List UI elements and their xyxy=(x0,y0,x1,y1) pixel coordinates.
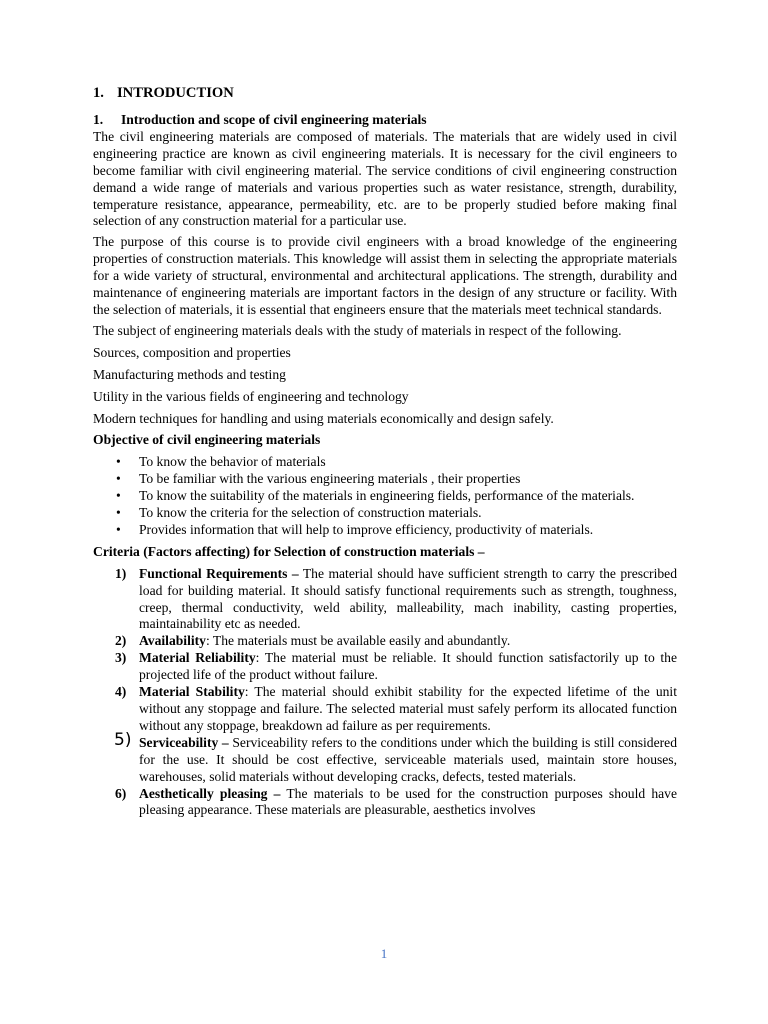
item-term: Aesthetically pleasing – xyxy=(139,785,281,801)
list-item-text: To be familiar with the various engineering materials , their properties xyxy=(139,471,521,487)
criteria-item xyxy=(93,566,677,634)
list-item xyxy=(93,488,677,505)
paragraph-purpose: The purpose of this course is to provide civil engineers with a broad knowledge of the engineering properties of construction materials. This knowledge will assist them in selecting the appropriate materials for a wide variety of structural, environmental and architectural applications. The strength, durability and maintenance of engineering materials are important factors in the design of any structure or facility. With the selection of materials, it is essential that engineers ensure that the materials meet technical standards. xyxy=(93,234,677,317)
objective-heading: Objective of civil engineering materials xyxy=(93,432,321,448)
list-item-text: To know the behavior of materials xyxy=(139,454,326,470)
item-number: 2) xyxy=(115,633,127,649)
criteria-item xyxy=(93,729,677,786)
section-title: INTRODUCTION xyxy=(117,85,234,101)
item-term: Serviceability – xyxy=(139,734,229,750)
item-term: Material Stability xyxy=(139,684,245,700)
item-text: The materials to be used for the construction purposes should have pleasing appearance. These materials are pleasurable, aesthetics involves xyxy=(139,785,677,818)
subject-line: Sources, composition and properties xyxy=(93,344,291,360)
list-item-text: Provides information that will help to improve efficiency, productivity of materials. xyxy=(139,521,594,537)
subsection-title: Introduction and scope of civil engineering materials xyxy=(121,112,427,127)
criteria-heading: Criteria (Factors affecting) for Selection of construction materials – xyxy=(93,543,485,559)
subject-line: Utility in the various fields of engineering and technology xyxy=(93,388,409,404)
bullet-icon: • xyxy=(116,471,121,487)
item-text: : The material should exhibit stability for the expected lifetime of the unit without any stoppage and failure. The selected material must safely perform its allocated function without any stoppage, breakdown ad failure as per requirements. xyxy=(139,684,677,733)
list-item xyxy=(93,505,677,522)
bullet-icon: • xyxy=(116,521,121,537)
bullet-icon: • xyxy=(116,454,121,470)
list-item xyxy=(93,454,677,471)
item-text: : The materials must be available easily and abundantly. xyxy=(205,633,511,649)
document-page xyxy=(93,84,677,819)
criteria-item xyxy=(93,650,677,684)
page-number: 1 xyxy=(380,946,388,961)
bullet-icon: • xyxy=(116,488,121,504)
criteria-item xyxy=(93,684,677,735)
paragraph-intro: The civil engineering materials are composed of materials. The materials that are widely used in civil engineering practice are known as civil engineering materials. It is necessary for the civil engineers to become familiar with civil engineering material. The service conditions of civil engineering construction demand a wide range of materials and various properties such as water resistance, strength, durability, temperature resistance, appearance, permeability, etc. are to be properly studied before making final selection of any construction material for a particular use. xyxy=(93,128,677,229)
item-number: 1) xyxy=(115,565,127,581)
item-text: : The material must be reliable. It should function satisfactorily up to the projected life of the product without failure. xyxy=(139,650,678,683)
item-text: Serviceability refers to the conditions under which the building is still considered for the use. It should be cost effective, serviceable materials used, maintain store houses, warehouses, solid materials without developing cracks, defects, tested materials. xyxy=(139,734,677,784)
list-item xyxy=(93,471,677,488)
item-term: Functional Requirements – xyxy=(139,565,299,581)
item-term: Material Reliability xyxy=(139,650,256,666)
subject-line: Manufacturing methods and testing xyxy=(93,366,286,382)
criteria-item xyxy=(93,786,677,820)
objective-list xyxy=(93,454,677,539)
item-number: 3) xyxy=(115,650,127,666)
criteria-list xyxy=(93,566,677,820)
list-item-text: To know the criteria for the selection of construction materials. xyxy=(139,505,482,521)
item-number: 6) xyxy=(115,785,127,801)
subsection-heading xyxy=(93,112,677,129)
subsection-number: 1. xyxy=(93,112,104,127)
list-item xyxy=(93,522,677,539)
subject-line: Modern techniques for handling and using materials economically and design safely. xyxy=(93,410,554,426)
bullet-icon: • xyxy=(116,505,121,521)
criteria-item xyxy=(93,633,677,650)
item-number: 5) xyxy=(114,729,132,750)
item-number: 4) xyxy=(115,684,127,700)
section-heading xyxy=(93,84,677,102)
item-term: Availability xyxy=(139,633,206,649)
section-number: 1. xyxy=(93,85,104,101)
paragraph-subject: The subject of engineering materials deals with the study of materials in respect of the following. xyxy=(93,322,622,338)
list-item-text: To know the suitability of the materials in engineering fields, performance of the materials. xyxy=(139,488,635,504)
item-text: The material should have sufficient strength to carry the prescribed load for building material. It should satisfy functional requirements such as strength, toughness, creep, thermal conductivity, weld ability, malleability, mach inability, casting properties, maintainability etc as needed. xyxy=(139,565,677,632)
